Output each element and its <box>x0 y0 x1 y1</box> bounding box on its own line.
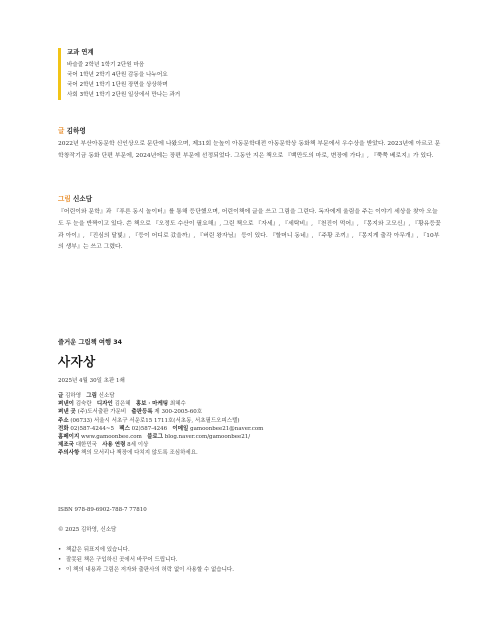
credit-value: www.gamoonbee.com <box>81 434 142 441</box>
credit-label: 블로그 <box>147 434 164 441</box>
curriculum-line: 국어 2학년 1학기 1단원 장면을 상상하며 <box>67 82 168 88</box>
curriculum-title: 교과 연계 <box>67 49 94 56</box>
credit-label: 제조국 <box>58 442 74 449</box>
credit-value: blog.naver.com/gamoonbee21/ <box>164 434 251 441</box>
credit-line <box>58 400 418 408</box>
credit-line <box>58 408 418 416</box>
illustrator-heading <box>58 194 443 204</box>
credit-label: 사용 연령 <box>102 442 126 449</box>
note-text: 잘못된 책은 구입하신 곳에서 바꾸어 드립니다. <box>66 557 178 563</box>
credits-block <box>58 392 418 458</box>
notes-list <box>58 545 418 575</box>
credit-value: 책의 모서리나 책장에 다치지 않도록 조심하세요. <box>81 450 198 457</box>
bullet-icon: • <box>58 557 62 563</box>
copyright: © 2025 김하영, 신소담 <box>58 527 117 533</box>
credit-value: (주)도서출판 가문비 <box>77 409 127 416</box>
illustrator-text: 『어린이와 문학』과 『푸른 동시 놀이터』를 통해 등단했으며, 어린이책에 글을 쓰고 그림을 그린다. 독자에게 울림을 주는 이야기 세상을 찾아 오늘도 두 눈을 반짝이고 있다. 쓴 책으로 『오정도 수산이 필요해』, 그린 책으로 『자세』, 『세탁비』, 『천진이 먹어』, 『몽지와 고모신』, 『황유등꽃과 아이』, 『진심의 달빛』, 『등이 어디로 갔을까』, 『버린 왕자님』 등이 있다. 『할머니 동네』, 『주황 조끼』, 『몽지게 출각 아무개』, 『10부의 생부』는 쓰고 그렸다. <box>58 209 441 251</box>
edition-info: 2025년 4월 30일 초판 1쇄 <box>58 378 125 384</box>
illustrator-role: 그림 <box>58 195 71 203</box>
credit-label: 주소 <box>58 417 69 424</box>
credit-label: 팩스 <box>119 425 130 432</box>
credit-value: 김하영 <box>65 393 82 399</box>
note-item <box>58 565 418 575</box>
credit-value: 최혜수 <box>169 401 186 408</box>
credit-value: 02)587-4246 <box>131 425 168 432</box>
credit-label: 펴낸이 <box>58 401 74 408</box>
author-bio <box>58 126 443 163</box>
note-text: 책값은 뒤표지에 있습니다. <box>66 547 130 553</box>
credit-line <box>58 392 418 400</box>
illustrator-name: 신소담 <box>73 195 93 203</box>
author-heading <box>58 126 443 136</box>
credit-value: 02)587-4244~5 <box>70 425 114 432</box>
curriculum-line: 바슬즐 2학년 1학기 2단원 마음 <box>67 62 145 68</box>
credit-label: 디자인 <box>96 401 113 408</box>
credit-label: 홈페이지 <box>58 434 80 441</box>
note-item <box>58 555 418 565</box>
credit-value: 김숙란 <box>75 401 92 408</box>
credit-value: 8세 이상 <box>127 442 149 449</box>
credit-value: (06733) 서울시 서초구 서운로15 1711호(서초동, 서초필드오피스텔) <box>70 417 240 424</box>
isbn: ISBN 978-89-6902-788-7 77810 <box>58 507 147 513</box>
note-item <box>58 545 418 555</box>
credit-line <box>58 417 418 425</box>
credit-value: 신소담 <box>98 393 115 399</box>
author-text: 2022년 부산아동문학 신인상으로 문단에 나왔으며, 제31회 눈높이 아동문학대전 아동문학상 동화책 부문에서 우수상을 받았다. 2023년에 아르코 문학창작기금 동화 단편 부문에, 2024년에는 장편 부문에 선정되었다. 그동안 지은 책으로 『백만도의 마로, 변장에 가다』, 『쭉쭉 베로지』가 있다. <box>58 141 441 159</box>
curriculum-line: 사회 3학년 1학기 2단원 일상에서 만나는 과거 <box>67 92 181 98</box>
credit-label: 글 <box>58 393 64 399</box>
credit-value: 대한민국 <box>75 442 97 449</box>
author-role: 글 <box>58 127 65 135</box>
credit-label: 전화 <box>58 425 69 432</box>
series-name: 즐거운 그림책 여행 34 <box>58 339 123 346</box>
book-title: 사자상 <box>58 354 96 369</box>
credit-line <box>58 425 418 433</box>
credit-line <box>58 433 418 441</box>
credit-label: 그림 <box>86 393 97 399</box>
credit-label: 출판등록 <box>131 409 153 416</box>
author-name: 김하영 <box>66 127 86 135</box>
curriculum-line: 국어 1학년 2학기 4단원 감동을 나누어요 <box>67 72 168 78</box>
credit-value: 김은혜 <box>114 401 131 408</box>
illustrator-bio <box>58 194 443 254</box>
credit-label: 홍보 · 마케팅 <box>135 401 169 408</box>
credit-line <box>58 441 418 449</box>
credit-label: 펴낸 곳 <box>58 409 76 416</box>
credit-value: 제 300-2005-60호 <box>154 409 203 416</box>
credit-label: 주의사항 <box>58 450 80 457</box>
bullet-icon: • <box>58 547 62 553</box>
curriculum-box <box>58 48 217 100</box>
bullet-icon: • <box>58 567 62 573</box>
credit-value: gamoonbee21@naver.com <box>190 425 264 432</box>
credit-line <box>58 449 418 457</box>
credit-label: 이메일 <box>172 425 189 432</box>
note-text: 이 책의 내용과 그림은 저자와 출판사의 허락 없이 사용할 수 없습니다. <box>66 567 234 573</box>
